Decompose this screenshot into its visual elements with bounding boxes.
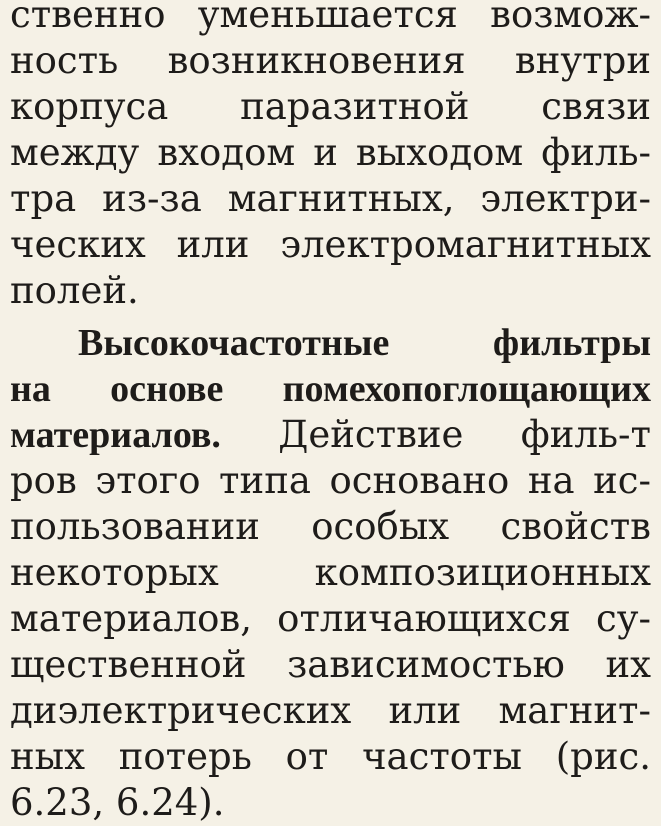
- text-line: пользовании особых свойств: [10, 505, 651, 548]
- text-line: корпуса паразитной связи: [10, 85, 651, 128]
- text-line: между входом и выходом филь-: [10, 131, 651, 174]
- section-heading-tail: материалов.: [10, 414, 221, 456]
- section-heading-line: на основе помехопоглощающих: [10, 368, 651, 410]
- text-line: ческих или электромагнитных: [10, 223, 651, 266]
- text-line: ственно уменьшается возмож-: [10, 0, 651, 36]
- text-line: ных потерь от частоты (рис.: [10, 735, 651, 778]
- text-line: [10, 412, 651, 458]
- text-line: 6.23, 6.24).: [10, 781, 225, 824]
- paragraph-filter-coupling: [10, 0, 651, 314]
- text-line: полей.: [10, 269, 139, 312]
- text-line: диэлектрических или магнит-: [10, 689, 651, 732]
- text-line: некоторых композиционных: [10, 551, 651, 594]
- paragraph-absorbing-filters: [10, 320, 651, 826]
- text-line: ность возникновения внутри: [10, 39, 651, 82]
- text-line: материалов, отличающихся су-: [10, 597, 651, 640]
- section-heading-line: Высокочастотные фильтры: [78, 322, 651, 364]
- text-line: ров этого типа основано на ис-: [10, 459, 651, 502]
- text-line: щественной зависимостью их: [10, 643, 651, 686]
- body-text-start: Действие филь-т: [220, 413, 651, 456]
- text-line: тра из-за магнитных, электри-: [10, 177, 651, 220]
